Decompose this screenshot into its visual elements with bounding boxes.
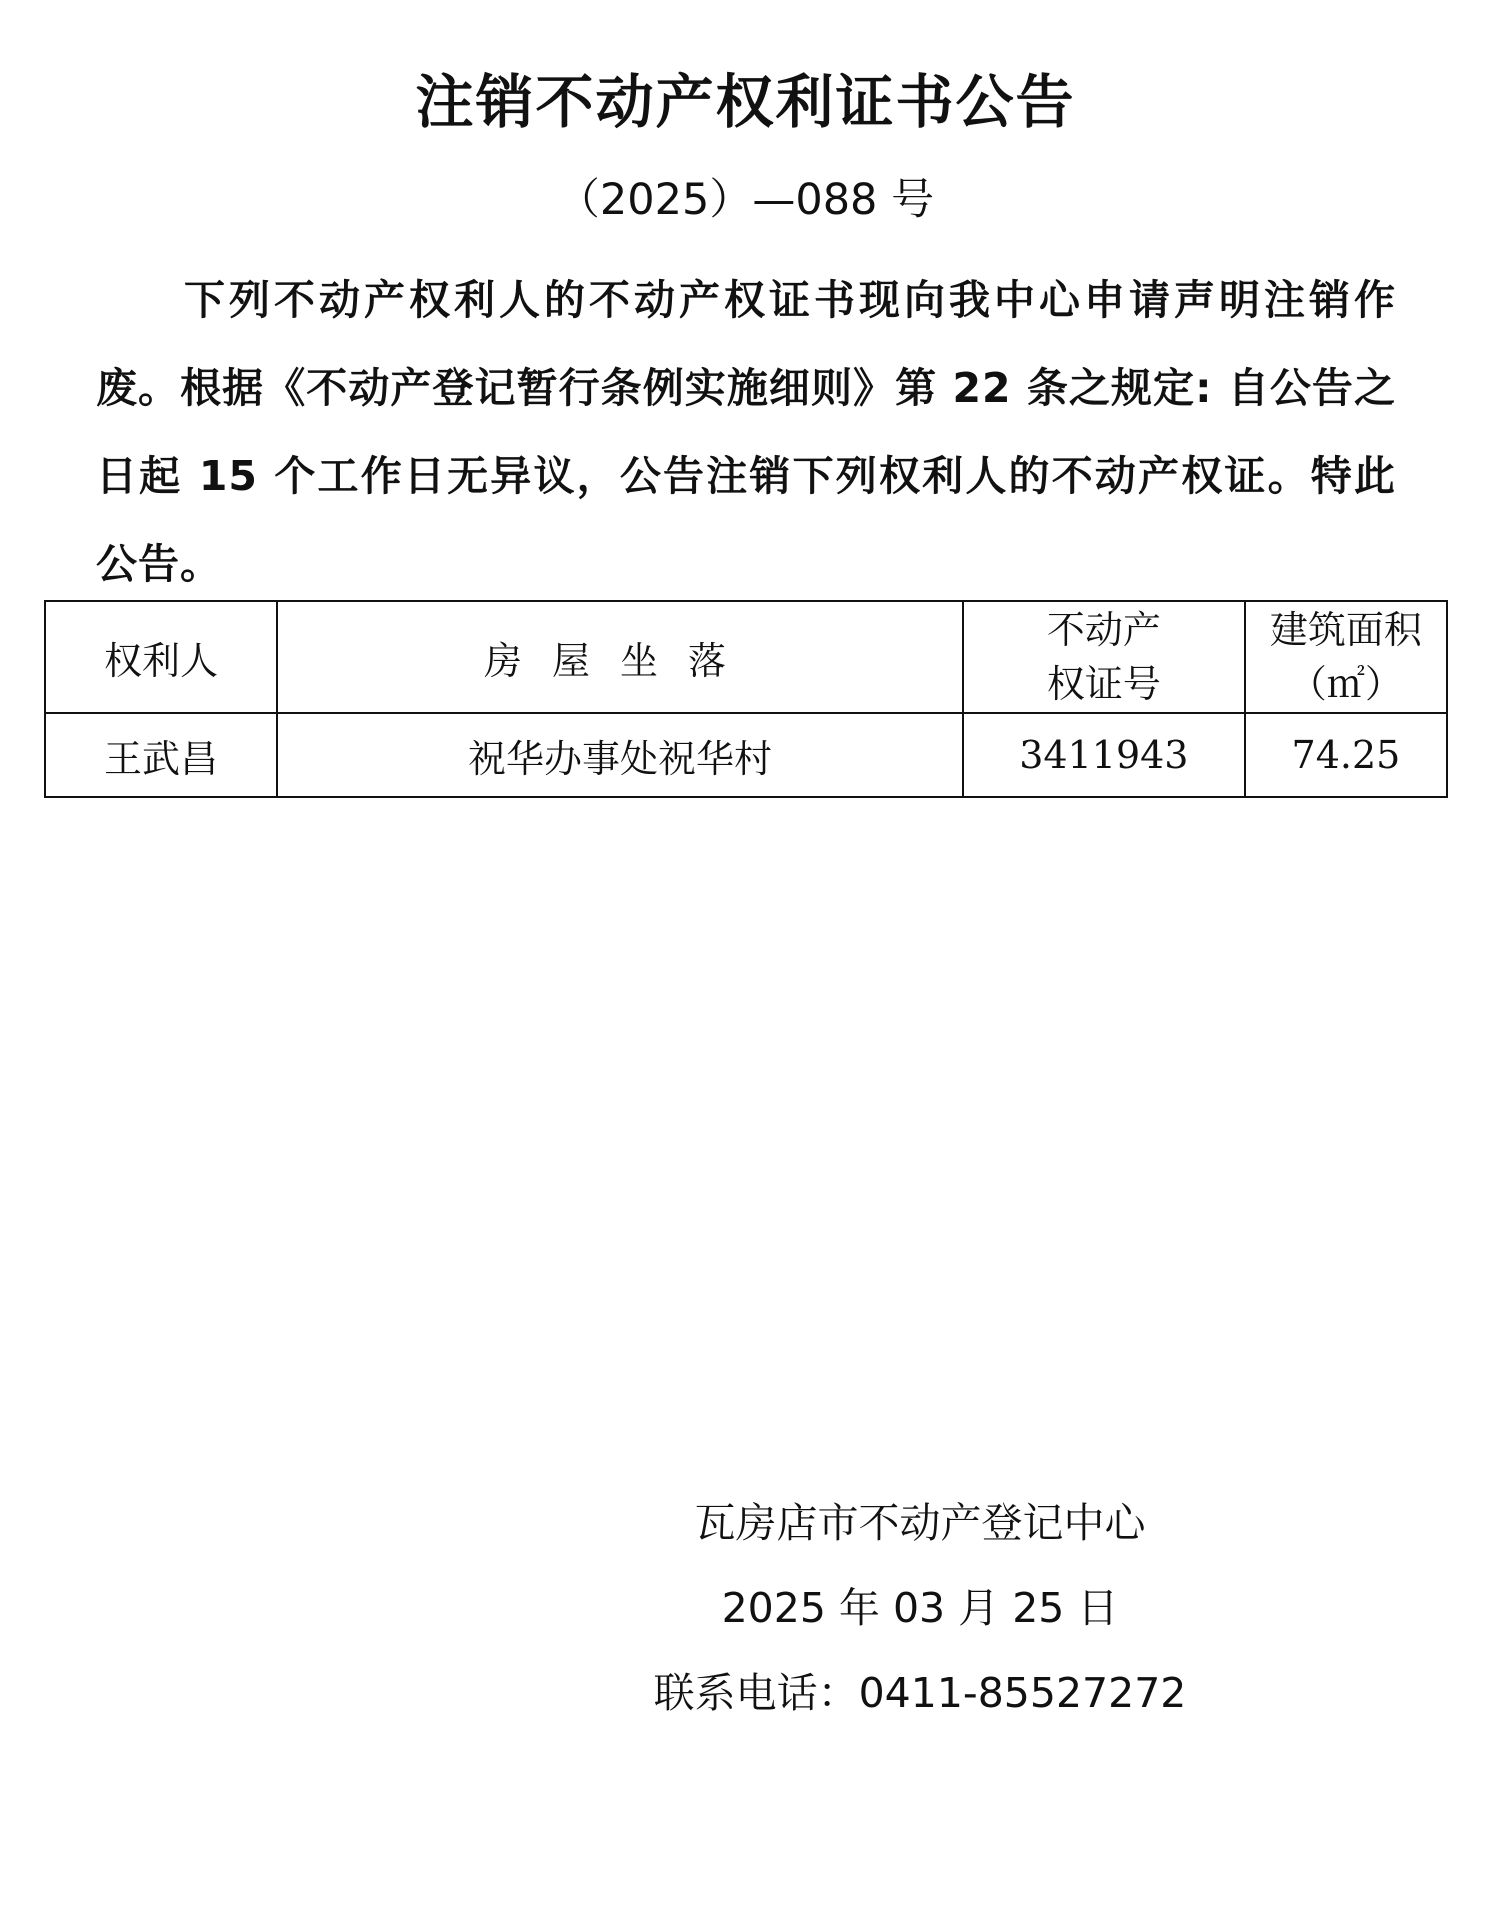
header-cert-line2: 权证号 (1046, 662, 1161, 706)
header-area (1245, 601, 1447, 713)
certificate-table (44, 600, 1448, 798)
cell-cert-no: 3411943 (963, 713, 1245, 797)
notice-body: 下列不动产权利人的不动产权证书现向我中心申请声明注销作废。根据《不动产登记暂行条例实施细则》第 22 条之规定: 自公告之日起 15 个工作日无异议，公告注销下列权利人的不动产权证。特此公告。 (96, 276, 1396, 588)
header-owner: 权利人 (45, 601, 277, 713)
table-header-row (45, 601, 1447, 713)
cell-owner: 王武昌 (45, 713, 277, 797)
cell-location: 祝华办事处祝华村 (277, 713, 963, 797)
header-area-line2: （㎡） (1288, 662, 1403, 706)
header-location: 房屋坐落 (277, 601, 963, 713)
document-number: （2025）—088 号 (556, 175, 935, 225)
issue-date: 2025 年 03 月 25 日 (721, 1584, 1119, 1632)
header-area-line1: 建筑面积 (1269, 608, 1422, 652)
cell-area: 74.25 (1245, 713, 1447, 797)
header-cert-line1: 不动产 (1046, 608, 1161, 652)
contact-phone: 联系电话：0411-85527272 (653, 1669, 1187, 1717)
page-title: 注销不动产权利证书公告 (415, 68, 1076, 136)
header-cert-no (963, 601, 1245, 713)
issuing-organization: 瓦房店市不动产登记中心 (694, 1499, 1146, 1547)
table-row (45, 713, 1447, 797)
